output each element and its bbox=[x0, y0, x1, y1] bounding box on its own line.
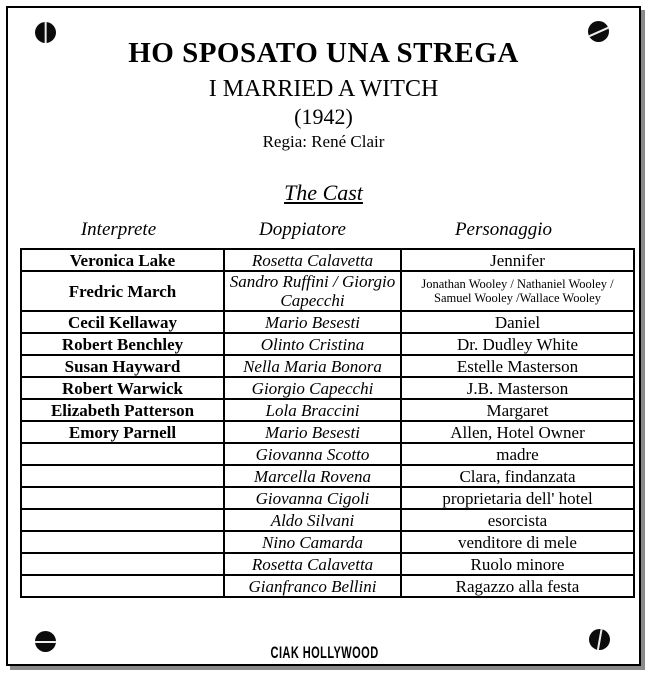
cast-table-row bbox=[21, 399, 634, 421]
personaggio-cell: Jonathan Wooley / Nathaniel Wooley / Samuel Wooley /Wallace Wooley bbox=[401, 271, 634, 311]
personaggio-cell: esorcista bbox=[401, 509, 634, 531]
cast-section-heading bbox=[8, 180, 639, 205]
interprete-cell: Elizabeth Patterson bbox=[21, 399, 224, 421]
movie-title-italian: HO SPOSATO UNA STREGA bbox=[128, 37, 519, 69]
doppiatore-cell: Giorgio Capecchi bbox=[224, 377, 401, 399]
doppiatore-cell: Lola Braccini bbox=[224, 399, 401, 421]
cast-table-row bbox=[21, 271, 634, 311]
cast-table-row bbox=[21, 249, 634, 271]
doppiatore-cell: Giovanna Scotto bbox=[224, 443, 401, 465]
column-header-doppiatore: Doppiatore bbox=[259, 219, 346, 241]
interprete-cell: Cecil Kellaway bbox=[21, 311, 224, 333]
cast-table-row bbox=[21, 421, 634, 443]
doppiatore-cell: Marcella Rovena bbox=[224, 465, 401, 487]
cast-table-row bbox=[21, 377, 634, 399]
personaggio-cell: Clara, findanzata bbox=[401, 465, 634, 487]
personaggio-cell: Jennifer bbox=[401, 249, 634, 271]
movie-director: Regia: René Clair bbox=[262, 132, 385, 152]
doppiatore-cell: Aldo Silvani bbox=[224, 509, 401, 531]
cast-table-row bbox=[21, 487, 634, 509]
personaggio-cell: Daniel bbox=[401, 311, 634, 333]
doppiatore-cell: Mario Besesti bbox=[224, 311, 401, 333]
ciak-hollywood-logo bbox=[0, 644, 649, 662]
column-header-interprete: Interprete bbox=[80, 219, 157, 241]
column-header-personaggio: Personaggio bbox=[454, 219, 553, 241]
personaggio-cell: Allen, Hotel Owner bbox=[401, 421, 634, 443]
interprete-cell: Robert Benchley bbox=[21, 333, 224, 355]
cast-table-row bbox=[21, 333, 634, 355]
personaggio-cell: proprietaria dell' hotel bbox=[401, 487, 634, 509]
cast-column-headers bbox=[20, 219, 619, 241]
interprete-cell: Fredric March bbox=[21, 271, 224, 311]
doppiatore-cell: Sandro Ruffini / Giorgio Capecchi bbox=[224, 271, 401, 311]
interprete-cell bbox=[21, 465, 224, 487]
cast-table-row bbox=[21, 575, 634, 597]
cast-table-row bbox=[21, 509, 634, 531]
cast-table-row bbox=[21, 443, 634, 465]
interprete-cell bbox=[21, 443, 224, 465]
interprete-cell bbox=[21, 553, 224, 575]
cast-table-row bbox=[21, 465, 634, 487]
interprete-cell: Robert Warwick bbox=[21, 377, 224, 399]
doppiatore-cell: Rosetta Calavetta bbox=[224, 553, 401, 575]
personaggio-cell: madre bbox=[401, 443, 634, 465]
personaggio-cell: Estelle Masterson bbox=[401, 355, 634, 377]
personaggio-cell: Ruolo minore bbox=[401, 553, 634, 575]
interprete-cell bbox=[21, 487, 224, 509]
cast-table-row bbox=[21, 355, 634, 377]
cast-table-body bbox=[21, 249, 634, 597]
personaggio-cell: J.B. Masterson bbox=[401, 377, 634, 399]
interprete-cell bbox=[21, 575, 224, 597]
doppiatore-cell: Olinto Cristina bbox=[224, 333, 401, 355]
interprete-cell: Emory Parnell bbox=[21, 421, 224, 443]
cast-table-row bbox=[21, 531, 634, 553]
movie-year: (1942) bbox=[294, 103, 353, 129]
interprete-cell: Susan Hayward bbox=[21, 355, 224, 377]
interprete-cell bbox=[21, 531, 224, 553]
cast-heading-text: The Cast bbox=[284, 179, 363, 205]
doppiatore-cell: Nino Camarda bbox=[224, 531, 401, 553]
interprete-cell bbox=[21, 509, 224, 531]
doppiatore-cell: Nella Maria Bonora bbox=[224, 355, 401, 377]
interprete-cell: Veronica Lake bbox=[21, 249, 224, 271]
logo-text: CIAK HOLLYWOOD bbox=[270, 643, 379, 662]
plaque-content bbox=[8, 8, 639, 598]
movie-title-original: I MARRIED A WITCH bbox=[208, 75, 439, 102]
screw-slot bbox=[35, 641, 56, 643]
personaggio-cell: Margaret bbox=[401, 399, 634, 421]
personaggio-cell: Ragazzo alla festa bbox=[401, 575, 634, 597]
doppiatore-cell: Gianfranco Bellini bbox=[224, 575, 401, 597]
doppiatore-cell: Mario Besesti bbox=[224, 421, 401, 443]
cast-table-row bbox=[21, 553, 634, 575]
personaggio-cell: venditore di mele bbox=[401, 531, 634, 553]
personaggio-cell: Dr. Dudley White bbox=[401, 333, 634, 355]
doppiatore-cell: Rosetta Calavetta bbox=[224, 249, 401, 271]
cast-table-row bbox=[21, 311, 634, 333]
cast-table bbox=[20, 248, 635, 598]
doppiatore-cell: Giovanna Cigoli bbox=[224, 487, 401, 509]
